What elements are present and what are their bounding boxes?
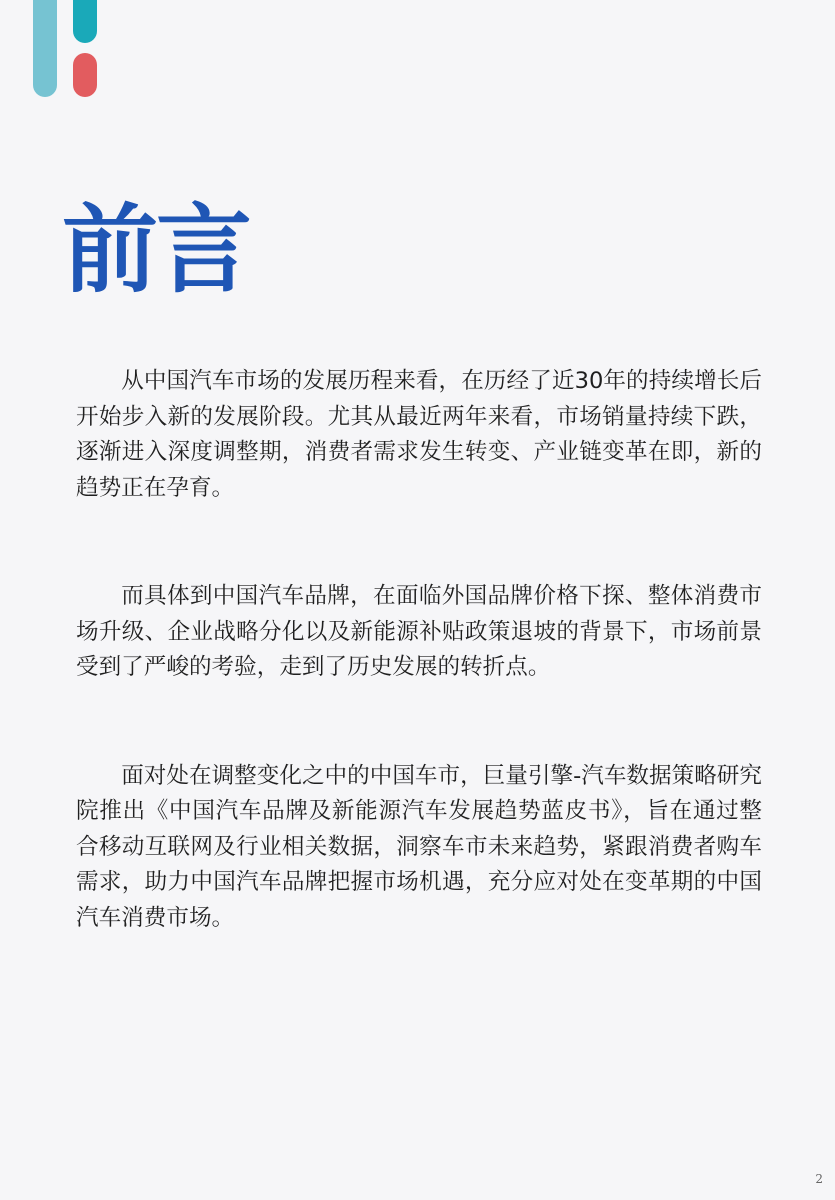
page-title: 前言 — [62, 194, 250, 306]
logo-bar-teal — [73, 0, 97, 43]
logo-bar-red — [73, 53, 97, 97]
paragraph-2: 而具体到中国汽车品牌，在面临外国品牌价格下探、整体消费市场升级、企业战略分化以及新能源补贴政策退坡的背景下，市场前景受到了严峻的考验，走到了历史发展的转折点。 — [76, 583, 762, 680]
paragraph-1: 从中国汽车市场的发展历程来看，在历经了近30年的持续增长后开始步入新的发展阶段。尤其从最近两年来看，市场销量持续下跌，逐渐进入深度调整期，消费者需求发生转变、产业链变革在即，新的趋势正在孕育。 — [76, 368, 762, 501]
logo-mark — [0, 0, 110, 110]
page-number: 2 — [815, 1172, 823, 1186]
body-text — [76, 364, 762, 936]
logo-bar-light-teal — [33, 0, 57, 97]
paragraph-3: 面对处在调整变化之中的中国车市，巨量引擎-汽车数据策略研究院推出《中国汽车品牌及新能源汽车发展趋势蓝皮书》，旨在通过整合移动互联网及行业相关数据，洞察车市未来趋势，紧跟消费者购车需求，助力中国汽车品牌把握市场机遇，充分应对处在变革期的中国汽车消费市场。 — [76, 762, 762, 931]
